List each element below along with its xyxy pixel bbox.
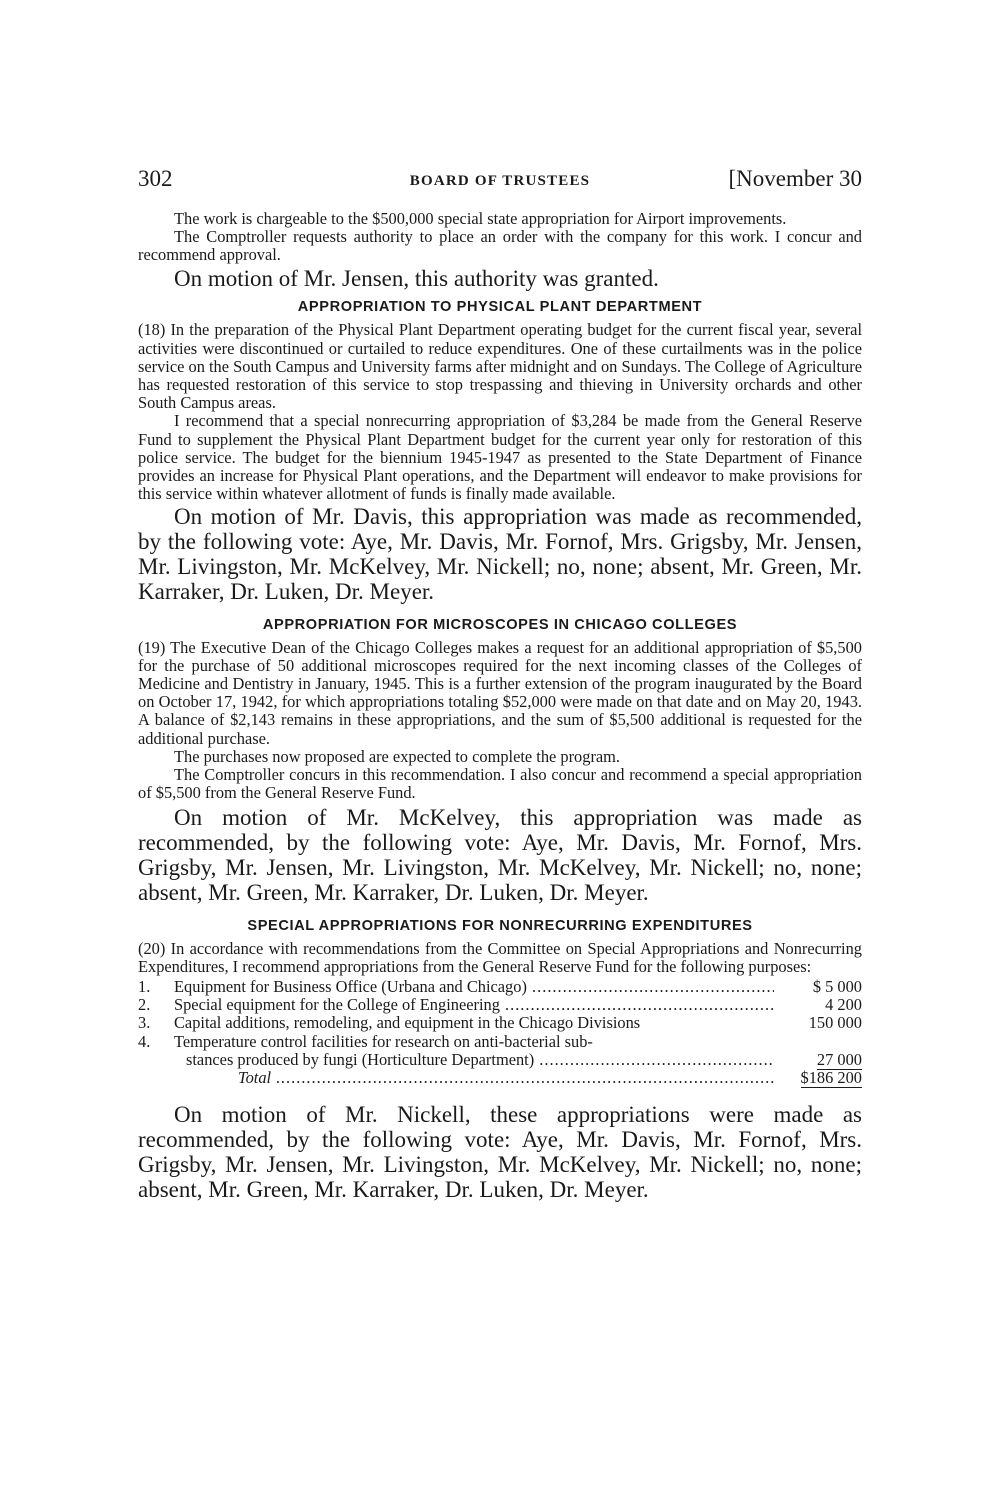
section-19-heading: APPROPRIATION FOR MICROSCOPES IN CHICAGO COLLEGES: [262, 616, 738, 633]
running-title: BOARD OF TRUSTEES: [409, 173, 591, 189]
section-18-motion: On motion of Mr. Davis, this appropriation was made as recommended, by the following vote: Aye, Mr. Davis, Mr. Fornof, Mrs. Grigsby, Mr. Jensen, Mr. Livingston, Mr. McKelvey, Mr. Nickell; no, none; absent, Mr. Green, Mr. Karraker, Dr. Luken, Dr. Meyer.: [138, 504, 862, 604]
item-number: 4.: [138, 1031, 151, 1051]
item-amount: 4 200: [825, 995, 862, 1015]
intro-paragraph-2: The Comptroller requests authority to place an order with the company for this work. I concur and recommend approval.: [138, 227, 862, 265]
section-19-paragraph-2: The purchases now proposed are expected to complete the program.: [174, 746, 621, 766]
running-date: [November 30: [728, 166, 862, 191]
total-label: Total .....: [174, 1069, 774, 1087]
running-head: [138, 164, 862, 194]
section-20-motion: On motion of Mr. Nickell, these appropriations were made as recommended, by the following vote: Aye, Mr. Davis, Mr. Fornof, Mrs. Grigsby, Mr. Jensen, Mr. Livingston, Mr. McKelvey, Mr. Nickell; no, none; absent, Mr. Green, Mr. Karraker, Dr. Luken, Dr. Meyer.: [138, 1102, 862, 1202]
section-19-motion: On motion of Mr. McKelvey, this appropriation was made as recommended, by the following vote: Aye, Mr. Davis, Mr. Fornof, Mrs. Grigsby, Mr. Jensen, Mr. Livingston, Mr. McKelvey, Mr. Nickell; no, none; absent, Mr. Green, Mr. Karraker, Dr. Luken, Dr. Meyer.: [138, 805, 862, 905]
total-amount: $186 200: [800, 1068, 862, 1088]
list-item: [138, 978, 862, 996]
item-number: 3.: [138, 1013, 151, 1033]
item-amount: $ 5 000: [812, 977, 862, 997]
list-item: [138, 1014, 862, 1032]
section-18-paragraph-2: I recommend that a special nonrecurring appropriation of $3,284 be made from the General Reserve Fund to supplement the Physical Plant Department budget for the current year only for restoration of this police service. The budget for the biennium 1945-1947 as presented to the State Department of Finance provides an increase for Physical Plant operations, and the Department will endeavor to make provisions for this service within whatever allotment of funds is finally made available.: [138, 411, 862, 504]
list-item: [138, 996, 862, 1014]
item-amount: 27 000: [816, 1049, 862, 1069]
item-amount: 150 000: [808, 1013, 862, 1033]
intro-paragraph-1: The work is chargeable to the $500,000 special state appropriation for Airport improvements.: [174, 209, 787, 228]
section-18-paragraph-1: (18) In the preparation of the Physical Plant Department operating budget for the current fiscal year, several activities were discontinued or curtailed to reduce expenditures. One of these curtailments was in the police service on the South Campus and University farms after midnight and on Sundays. The College of Agriculture has requested restoration of this service to stop trespassing and thieving in University orchards and other South Campus areas.: [138, 320, 862, 413]
page-number: 302: [138, 166, 173, 191]
item-number: 1.: [138, 977, 151, 997]
total-row: [138, 1069, 862, 1087]
item-description: Temperature control facilities for research on anti-bacterial sub-: [174, 1032, 593, 1051]
appropriations-list: [138, 978, 862, 1087]
intro-motion: On motion of Mr. Jensen, this authority was granted.: [174, 265, 659, 291]
document-page: [138, 164, 862, 1202]
item-description: Special equipment for the College of Engineering .....: [174, 996, 774, 1014]
list-item: [138, 1033, 862, 1069]
item-description: Equipment for Business Office (Urbana and Chicago) .....: [174, 978, 774, 996]
section-18-heading: APPROPRIATION TO PHYSICAL PLANT DEPARTMENT: [297, 299, 703, 316]
item-description-continued: stances produced by fungi (Horticulture Department) .....: [174, 1051, 774, 1069]
item-number: 2.: [138, 995, 151, 1015]
section-19-paragraph-3: The Comptroller concurs in this recommendation. I also concur and recommend a special appropriation of $5,500 from the General Reserve Fund.: [138, 765, 862, 803]
item-description: Capital additions, remodeling, and equipment in the Chicago Divisions: [174, 1014, 641, 1033]
section-19-paragraph-1: (19) The Executive Dean of the Chicago Colleges makes a request for an additional appropriation of $5,500 for the purchase of 50 additional microscopes required for the next incoming classes of the Colleges of Medicine and Dentistry in January, 1945. This is a further extension of the program inaugurated by the Board on October 17, 1942, for which appropriations totaling $52,000 were made on that date and on May 20, 1943. A balance of $2,143 remains in these appropriations, and the sum of $5,500 additional is requested for the additional purchase.: [138, 637, 862, 748]
section-20-paragraph-1: (20) In accordance with recommendations from the Committee on Special Appropriations and Nonrecurring Expenditures, I recommend appropriations from the General Reserve Fund for the following purposes:: [138, 938, 862, 976]
section-20-heading: SPECIAL APPROPRIATIONS FOR NONRECURRING EXPENDITURES: [247, 917, 753, 934]
